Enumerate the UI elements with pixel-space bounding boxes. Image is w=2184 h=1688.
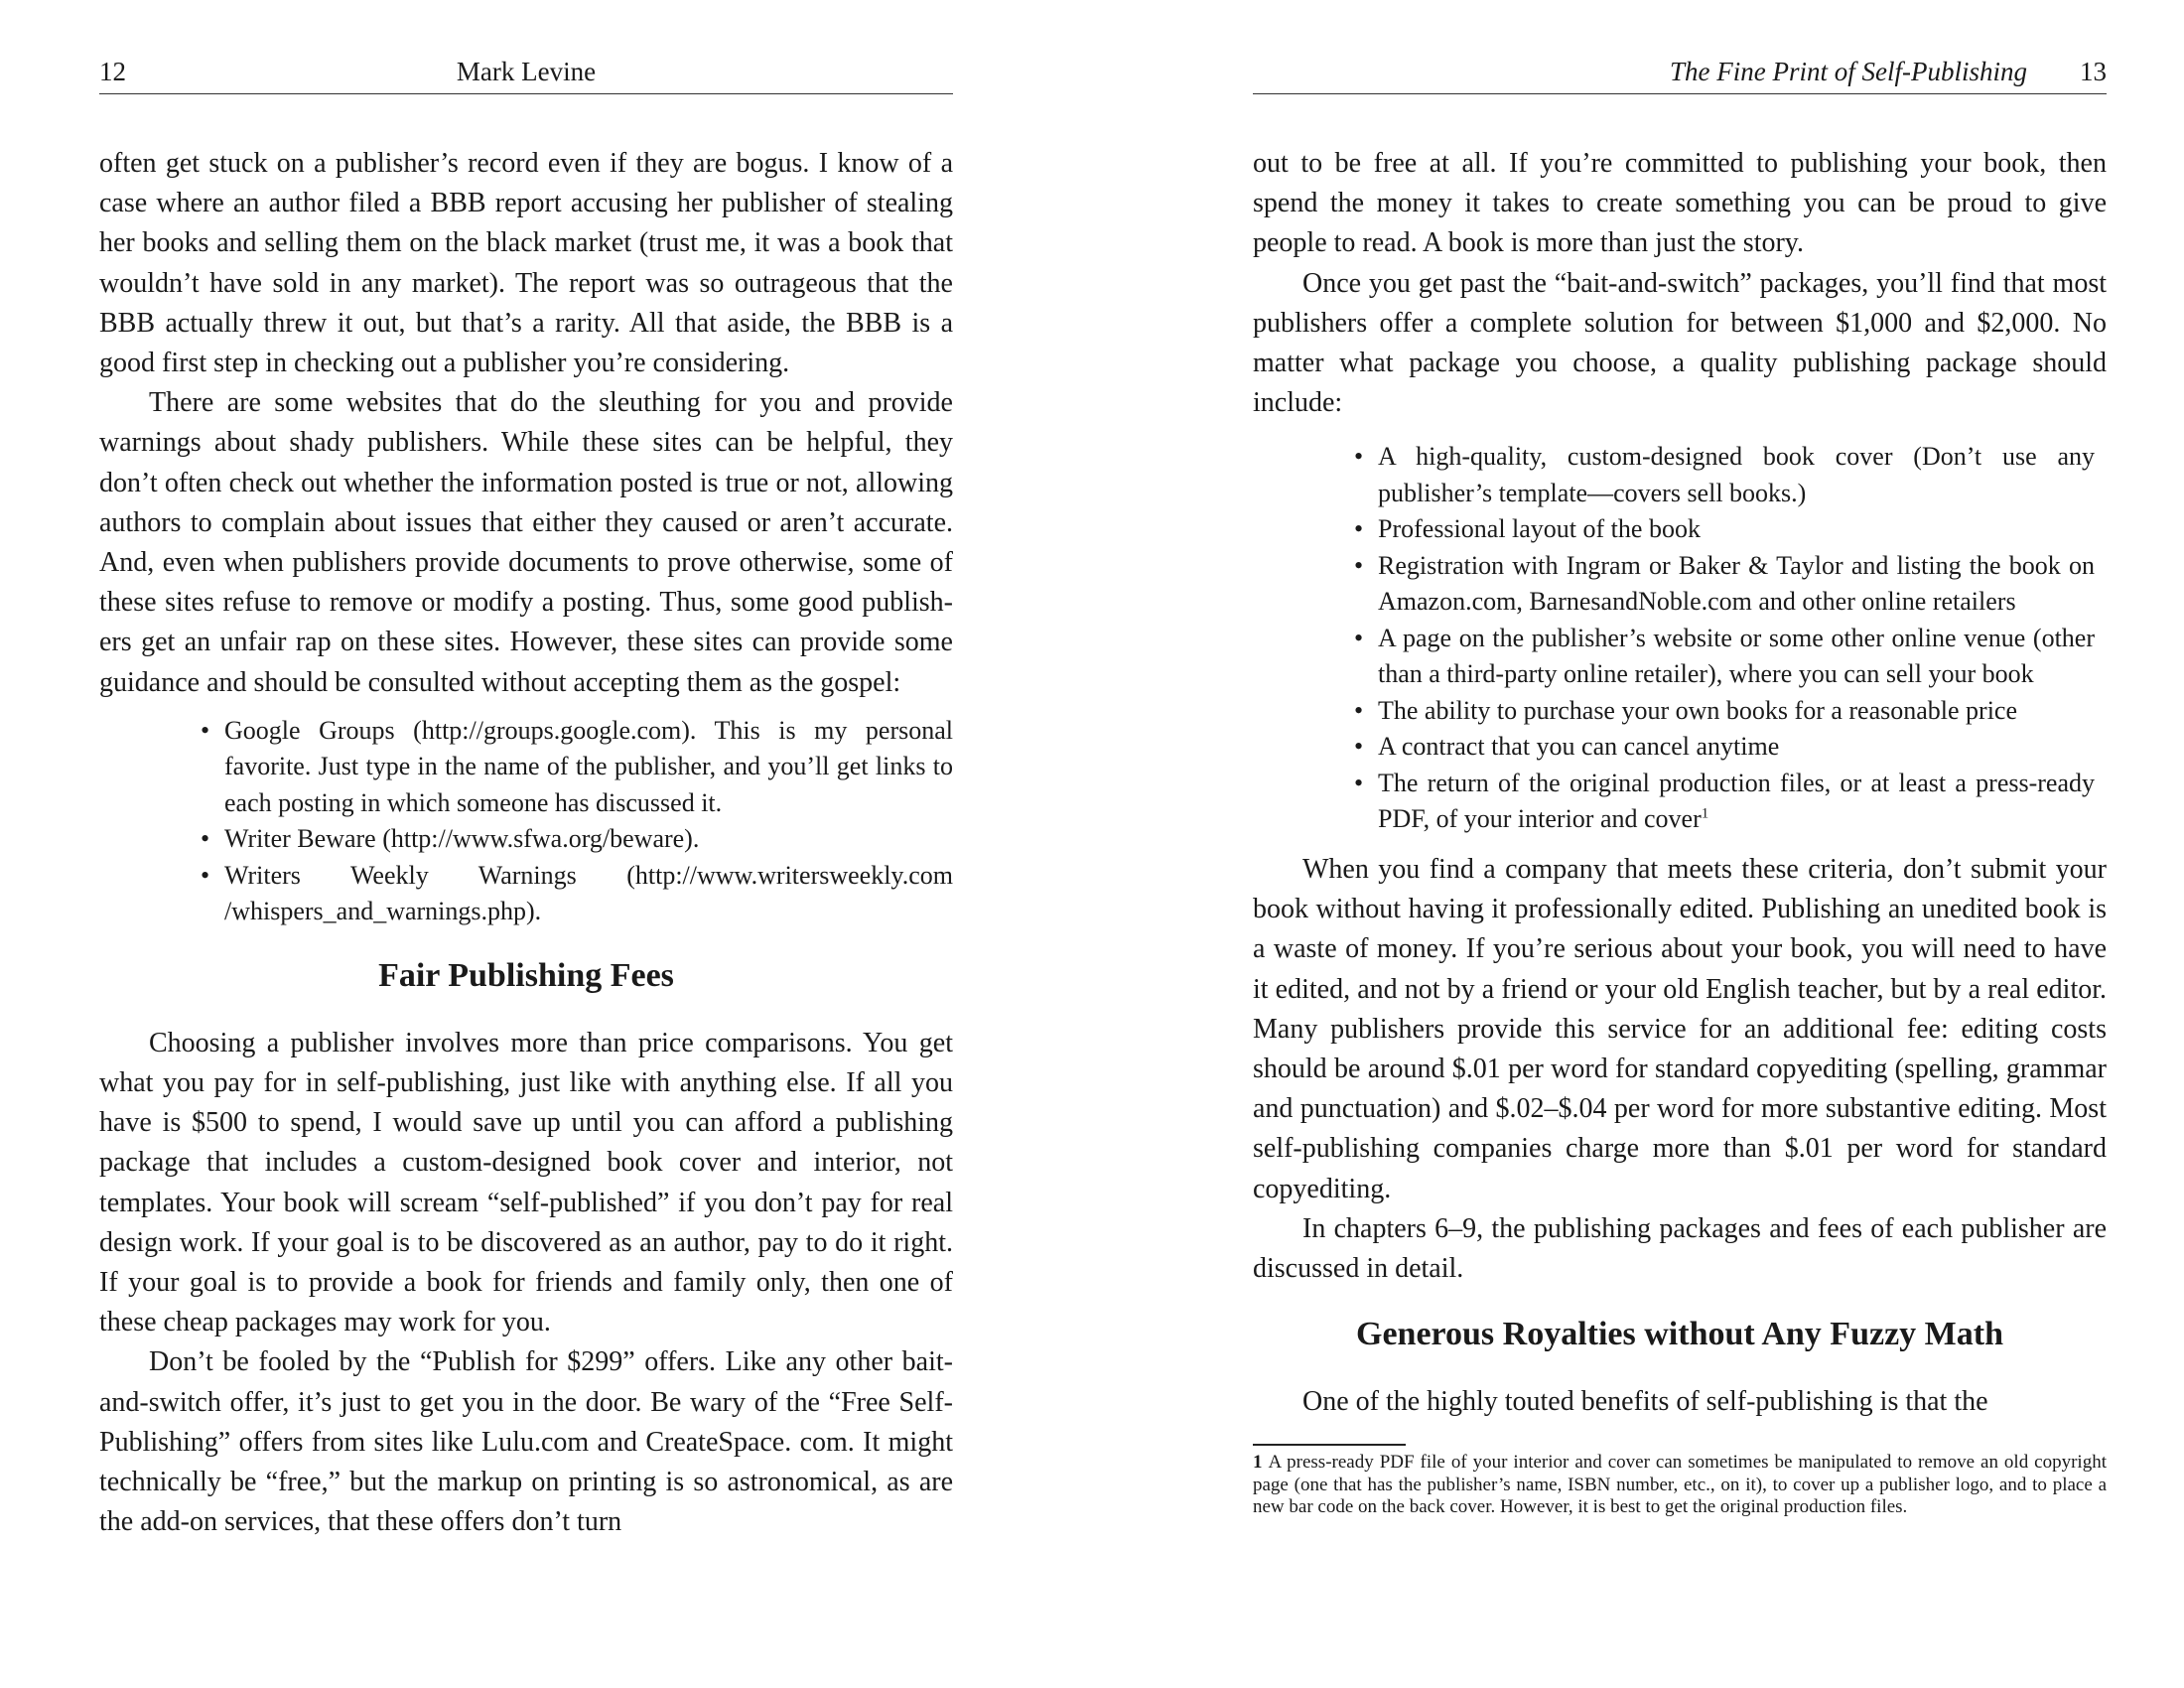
left-page	[99, 50, 953, 1658]
author-running-head: Mark Levine	[456, 57, 597, 86]
paragraph: Don’t be fooled by the “Publish for $299” offers. Like any other bait-and-switch offer, it’s just to get you in the door. Be wary of the “Free Self-Publishing” offers from sites like Lulu.com and CreateSpace. com. It might technically be “free,” but the markup on printing is so astronomical, as are the add-on services, that these offers don’t turn	[99, 1346, 953, 1538]
list-item: • Registration with Ingram or Baker & Taylor and listing the book on Amazon.com, BarnesandNoble.com and other online retailers	[1378, 548, 2095, 621]
left-body-text	[99, 144, 953, 1542]
footnote-reference: 1	[1701, 805, 1709, 822]
paragraph: Choosing a publisher involves more than price comparisons. You get what you pay for in self-publishing, just like with anything else. If all you have is $500 to spend, I would save up until you can afford a publishing package that includes a custom-designed book cover and interior, not templates. Your book will scream “self-published” if you don’t pay for real design work. If your goal is to be discovered as an author, pay to do it right. If your goal is to provide a book for friends and family only, then one of these cheap packages may work for you.	[99, 1027, 953, 1338]
footnote-divider	[1253, 1444, 1406, 1446]
list-item: • A contract that you can cancel anytime	[1378, 729, 2095, 766]
paragraph: One of the highly touted benefits of self-publishing is that the	[1302, 1386, 1988, 1418]
page-number-right: 13	[2080, 57, 2107, 86]
paragraph: out to be free at all. If you’re committed to publishing your book, then spend the money it takes to create something you can be proud to give people to read. A book is more than just the story.	[1253, 148, 2107, 259]
footnote-number: 1	[1253, 1452, 1263, 1474]
list-item: • Writer Beware (http://www.sfwa.org/beware).	[224, 821, 953, 858]
paragraph: often get stuck on a publisher’s record even if they are bogus. I know of a case where an author filed a BBB report accusing her publisher of stealing her books and selling them on the black market (trust me, it was a book that wouldn’t have sold in any market). The report was so outrageous that the BBB actually threw it out, but that’s a rarity. All that aside, the BBB is a good first step in checking out a publisher you’re considering.	[99, 148, 953, 379]
section-heading: Generous Royalties without Any Fuzzy Math	[1356, 1316, 2003, 1353]
right-body-text	[1253, 144, 2107, 1519]
footnote	[1253, 1452, 2107, 1519]
list-item-text: The return of the original production files, or at least a press-ready PDF, of your interior and cover	[1378, 768, 2095, 834]
paragraph: In chapters 6–9, the publishing packages and fees of each publisher are discussed in detail.	[1253, 1212, 2107, 1284]
right-running-head	[1253, 50, 2107, 94]
section-heading: Fair Publishing Fees	[378, 956, 674, 994]
page-number-left: 12	[99, 57, 126, 86]
list-item	[1378, 766, 2095, 838]
paragraph: When you find a company that meets these criteria, don’t submit your book without having it professionally edited. Publishing an unedited book is a waste of money. If you’re serious about your book, you will need to have it edited, and not by a friend or your old English teacher, but by a real editor. Many publishers provide this service for an additional fee: editing costs should be around $.01 per word for standard copyediting (spelling, grammar and punctuation) and $.02–$.04 per word for more substantive editing. Most self-publishing companies charge more than $.01 per word for standard copyediting.	[1253, 853, 2107, 1204]
left-running-head	[99, 50, 953, 94]
list-item: • A high-quality, custom-designed book cover (Don’t use any publisher’s template—covers sell books.)	[1378, 439, 2095, 511]
right-page	[1253, 50, 2107, 1658]
footnote-text: A press-ready PDF file of your interior and cover can sometimes be manipulated to remove an old copyright page (one that has the publisher’s name, ISBN number, etc., on it), to cover up a publisher logo, and to place a new bar code on the back cover. However, it is best to get the original production files.	[1253, 1452, 2107, 1518]
bullet-list	[99, 713, 953, 930]
bullet-list	[1253, 439, 2107, 838]
list-item: • A page on the publisher’s website or some other online venue (other than a third-party online retailer), where you can sell your book	[1378, 621, 2095, 693]
list-item: • Professional layout of the book	[1378, 511, 2095, 548]
list-item: • Google Groups (http://groups.google.com). This is my personal favorite. Just type in the name of the publisher, and you’ll get links to each posting in which someone has discussed it.	[224, 713, 953, 822]
book-title-running-head: The Fine Print of Self-Publishing	[1670, 57, 2027, 86]
list-item: • The ability to purchase your own books for a reasonable price	[1378, 693, 2095, 730]
paragraph: There are some websites that do the sleuthing for you and provide warnings about shady publishers. While these sites can be helpful, they don’t often check out whether the information posted is true or not, allowing authors to complain about issues that either they caused or aren’t accurate. And, even when publishers provide documents to prove otherwise, some of these sites refuse to remove or modify a posting. Thus, some good publishers get an unfair rap on these sites. However, these sites can provide some guidance and should be consulted without accepting them as the gospel:	[99, 387, 953, 698]
list-item: • Writers Weekly Warnings (http://www.writersweekly.com /whispers_and_warnings.php).	[224, 858, 953, 930]
paragraph: Once you get past the “bait-and-switch” packages, you’ll find that most publishers offer a complete solution for between $1,000 and $2,000. No matter what package you choose, a quality publishing package should include:	[1253, 267, 2107, 419]
